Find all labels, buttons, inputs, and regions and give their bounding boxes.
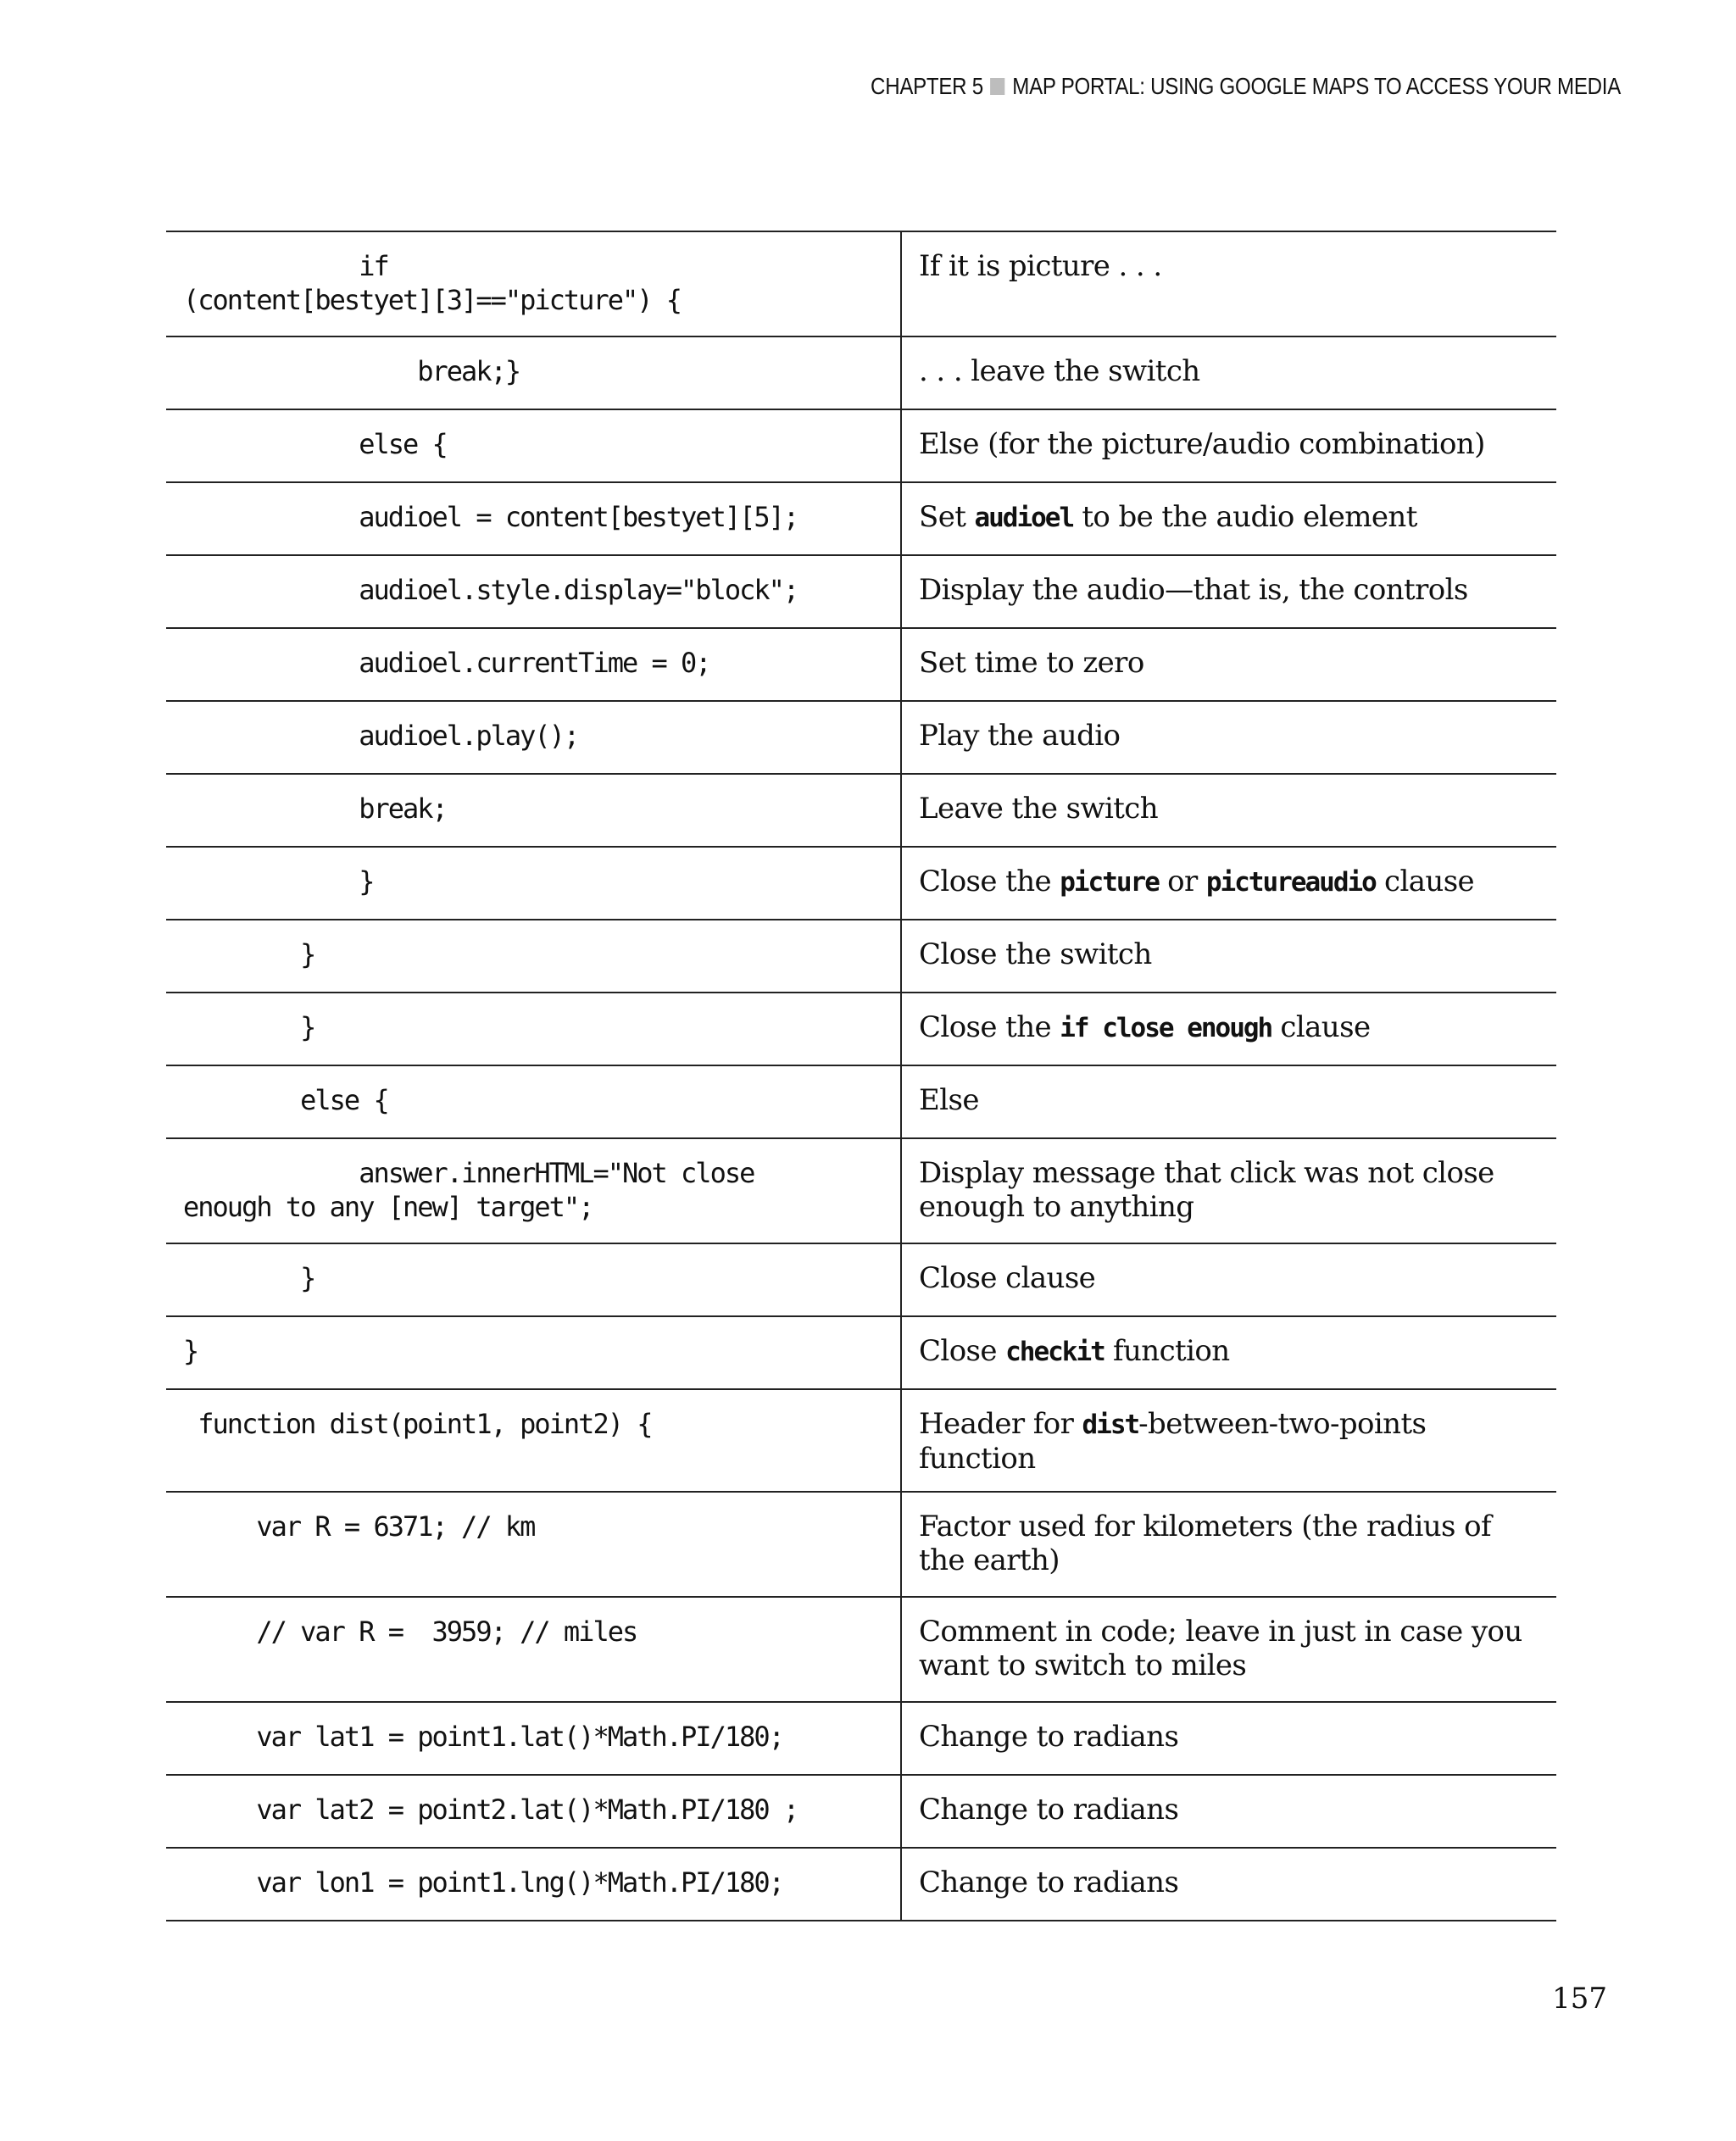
table-row bbox=[166, 701, 1556, 774]
description-cell bbox=[901, 1775, 1556, 1848]
table-row bbox=[166, 555, 1556, 628]
table-row bbox=[166, 774, 1556, 847]
inline-code: audioel bbox=[974, 503, 1074, 533]
code-cell: else { bbox=[166, 409, 901, 482]
table-row bbox=[166, 920, 1556, 993]
code-cell: } bbox=[166, 920, 901, 993]
code-cell: audioel.style.display="block"; bbox=[166, 555, 901, 628]
description-text: Factor used for kilometers (the radius of the earth) bbox=[919, 1510, 1491, 1577]
code-cell: } bbox=[166, 1243, 901, 1316]
description-cell bbox=[901, 920, 1556, 993]
description-text: . . . leave the switch bbox=[919, 354, 1200, 388]
description-cell bbox=[901, 482, 1556, 555]
description-text: Display message that click was not close enough to anything bbox=[919, 1156, 1494, 1224]
table-row bbox=[166, 628, 1556, 701]
description-text: Change to radians bbox=[919, 1866, 1179, 1899]
description-cell bbox=[901, 1316, 1556, 1389]
description-text: Play the audio bbox=[919, 719, 1121, 753]
table-row bbox=[166, 1775, 1556, 1848]
code-cell: var lat2 = point2.lat()*Math.PI/180 ; bbox=[166, 1775, 901, 1848]
description-text: Close clause bbox=[919, 1261, 1096, 1295]
code-cell: } bbox=[166, 847, 901, 920]
table-row bbox=[166, 1389, 1556, 1492]
description-cell bbox=[901, 1389, 1556, 1492]
table-row bbox=[166, 231, 1556, 336]
description-text: Header for bbox=[919, 1407, 1082, 1441]
table-row bbox=[166, 1243, 1556, 1316]
description-text: Display the audio—that is, the controls bbox=[919, 573, 1468, 607]
description-text: Else bbox=[919, 1083, 979, 1117]
description-text: Leave the switch bbox=[919, 792, 1159, 826]
description-text: to be the audio element bbox=[1073, 500, 1417, 534]
inline-code: picture bbox=[1060, 867, 1159, 898]
description-cell bbox=[901, 774, 1556, 847]
description-text: If it is picture . . . bbox=[919, 249, 1162, 283]
description-text: clause bbox=[1271, 1010, 1371, 1044]
description-cell bbox=[901, 701, 1556, 774]
table-row bbox=[166, 1316, 1556, 1389]
table-row bbox=[166, 993, 1556, 1065]
description-text: Close bbox=[919, 1334, 1006, 1368]
code-cell: audioel.currentTime = 0; bbox=[166, 628, 901, 701]
description-cell bbox=[901, 409, 1556, 482]
code-cell: var R = 6371; // km bbox=[166, 1492, 901, 1597]
description-cell bbox=[901, 1138, 1556, 1243]
description-text: Close the bbox=[919, 865, 1060, 898]
code-cell: else { bbox=[166, 1065, 901, 1138]
description-cell bbox=[901, 231, 1556, 336]
description-cell bbox=[901, 1848, 1556, 1921]
code-cell: } bbox=[166, 1316, 901, 1389]
description-cell bbox=[901, 336, 1556, 409]
description-text: Close the switch bbox=[919, 937, 1152, 971]
chapter-label: CHAPTER 5 bbox=[871, 73, 983, 99]
description-text: clause bbox=[1375, 865, 1475, 898]
table-row bbox=[166, 1065, 1556, 1138]
description-cell bbox=[901, 1597, 1556, 1702]
table-row bbox=[166, 1138, 1556, 1243]
description-text: -between-two-points function bbox=[919, 1407, 1427, 1476]
table-row bbox=[166, 482, 1556, 555]
description-cell bbox=[901, 847, 1556, 920]
code-cell: function dist(point1, point2) { bbox=[166, 1389, 901, 1492]
inline-code: if close enough bbox=[1060, 1013, 1272, 1043]
table-body bbox=[166, 231, 1556, 1921]
inline-code: checkit bbox=[1005, 1337, 1104, 1367]
description-text: Close the bbox=[919, 1010, 1060, 1044]
description-cell bbox=[901, 628, 1556, 701]
code-cell: var lat1 = point1.lat()*Math.PI/180; bbox=[166, 1702, 901, 1775]
running-header bbox=[871, 73, 1621, 100]
table-row bbox=[166, 847, 1556, 920]
description-text: or bbox=[1158, 865, 1206, 898]
description-text: function bbox=[1104, 1334, 1230, 1368]
inline-code: dist bbox=[1082, 1410, 1139, 1440]
description-cell bbox=[901, 1702, 1556, 1775]
page-number: 157 bbox=[1552, 1982, 1607, 2016]
description-cell bbox=[901, 1492, 1556, 1597]
table-row bbox=[166, 1848, 1556, 1921]
description-cell bbox=[901, 555, 1556, 628]
table-row bbox=[166, 1702, 1556, 1775]
code-cell: break; bbox=[166, 774, 901, 847]
code-cell: var lon1 = point1.lng()*Math.PI/180; bbox=[166, 1848, 901, 1921]
code-cell: audioel = content[bestyet][5]; bbox=[166, 482, 901, 555]
code-cell: answer.innerHTML="Not close enough to any [new] target"; bbox=[166, 1138, 901, 1243]
chapter-title: MAP PORTAL: USING GOOGLE MAPS TO ACCESS YOUR MEDIA bbox=[1012, 73, 1621, 99]
code-cell: } bbox=[166, 993, 901, 1065]
code-cell: break;} bbox=[166, 336, 901, 409]
inline-code: pictureaudio bbox=[1205, 867, 1376, 898]
code-cell: // var R = 3959; // miles bbox=[166, 1597, 901, 1702]
description-cell bbox=[901, 1243, 1556, 1316]
table-row bbox=[166, 1492, 1556, 1597]
table-row bbox=[166, 1597, 1556, 1702]
table-row bbox=[166, 336, 1556, 409]
description-text: Change to radians bbox=[919, 1720, 1179, 1754]
code-cell: if (content[bestyet][3]=="picture") { bbox=[166, 231, 901, 336]
description-text: Change to radians bbox=[919, 1793, 1179, 1827]
table-row bbox=[166, 409, 1556, 482]
description-cell bbox=[901, 1065, 1556, 1138]
code-explanation-table bbox=[166, 231, 1556, 1921]
description-cell bbox=[901, 993, 1556, 1065]
description-text: Comment in code; leave in just in case you want to switch to miles bbox=[919, 1615, 1522, 1682]
description-text: Else (for the picture/audio combination) bbox=[919, 427, 1485, 461]
code-cell: audioel.play(); bbox=[166, 701, 901, 774]
separator-square-icon bbox=[990, 78, 1004, 95]
description-text: Set time to zero bbox=[919, 646, 1144, 680]
description-text: Set bbox=[919, 500, 975, 534]
